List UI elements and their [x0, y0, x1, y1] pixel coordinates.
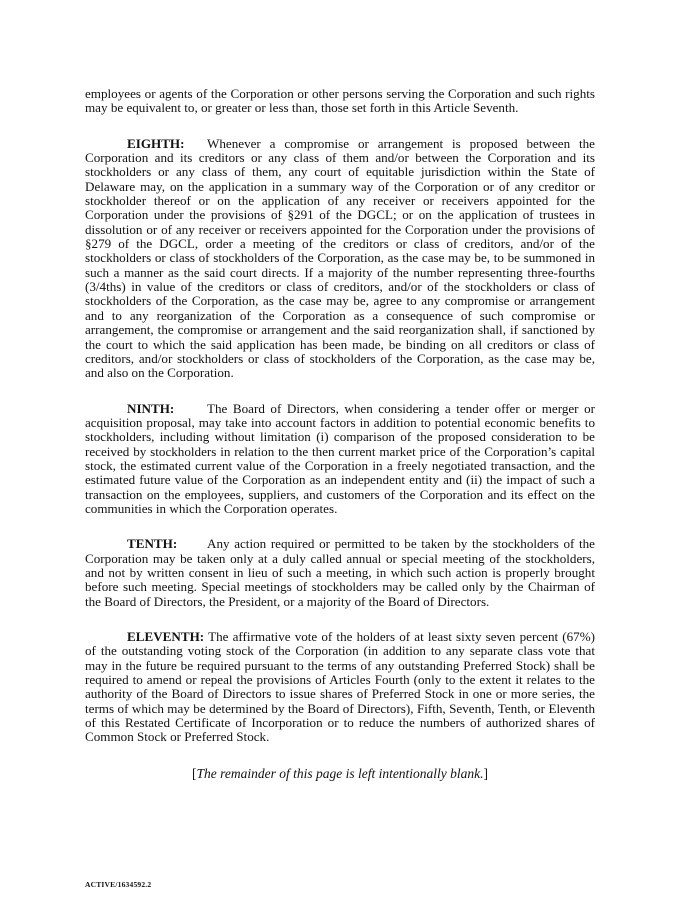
- article-eighth: [85, 137, 595, 381]
- article-ninth: [85, 402, 595, 517]
- paragraph-continuation: employees or agents of the Corporation or other persons serving the Corporation and such rights may be equivalent to, or greater or less than, those set forth in this Article Seventh.: [85, 86, 595, 116]
- article-label: EIGHTH:: [127, 135, 185, 151]
- document-footer-id: ACTIVE/1634592.2: [85, 879, 152, 889]
- article-label: TENTH:: [127, 536, 178, 552]
- article-text: The affirmative vote of the holders of at least sixty seven percent (67%) of the outstanding voting stock of the Corporation (in addition to any separate class vote that may in the future be required pursuant to the terms of any outstanding Preferred Stock) shall be required to amend or repeal the provisions of Articles Fourth (only to the extent it relates to the authority of the Board of Directors to issue shares of Preferred Stock in one or more series, the terms of which may be determined by the Board of Directors), Fifth, Seventh, Tenth, or Eleventh of this Restated Certificate of Incorporation or to reduce the numbers of authorized shares of Common Stock or Preferred Stock.: [85, 629, 595, 745]
- article-text: The Board of Directors, when considering a tender offer or merger or acquisition proposal, may take into account factors in addition to potential economic benefits to stockholders, including without limitation (i) comparison of the proposed consideration to be received by stockholders in relation to the then current market price of the Corporation’s capital stock, the estimated current value of the Corporation in a freely negotiated transaction, and the estimated future value of the Corporation as an independent entity and (ii) the impact of such a transaction on the employees, suppliers, and customers of the Corporation and its effect on the communities in which the Corporation operates.: [85, 400, 595, 516]
- article-tenth: [85, 537, 595, 609]
- article-eleventh: [85, 630, 595, 745]
- blank-notice-text: The remainder of this page is left intentionally blank.: [196, 765, 484, 781]
- article-text: Any action required or permitted to be taken by the stockholders of the Corporation may be taken only at a duly called annual or special meeting of the stockholders, and not by written consent in lieu of such a meeting, in which such action is properly brought before such meeting. Special meetings of stockholders may be called only by the Chairman of the Board of Directors, the President, or a majority of the Board of Directors.: [85, 536, 595, 609]
- article-text: Whenever a compromise or arrangement is proposed between the Corporation and its creditors or any class of them and/or between the Corporation and its stockholders or any class of them, any court of equitable jurisdiction within the State of Delaware may, on the application in a summary way of the Corporation or of any creditor or stockholder thereof or on the application of any receiver or receivers appointed for the Corporation under the provisions of §291 of the DGCL; or on the application of trustees in dissolution or of any receiver or receivers appointed for the Corporation under the provisions of §279 of the DGCL, order a meeting of the creditors or class of creditors, and/or of the stockholders or class of stockholders of the Corporation, as the case may be, to be summoned in such a manner as the said court directs. If a majority of the number representing three-fourths (3/4ths) in value of the creditors or class of creditors, and/or of the stockholders or class of stockholders of the Corporation, as the case may be, agree to any compromise or arrangement and to any reorganization of the Corporation as a consequence of such compromise or arrangement, the compromise or arrangement and the said reorganization shall, if sanctioned by the court to which the said application has been made, be binding on all creditors or class of creditors, and/or stockholders or class of stockholders of the Corporation, as the case may be, and also on the Corporation.: [85, 135, 595, 381]
- article-label: ELEVENTH:: [127, 629, 205, 644]
- blank-page-notice: [The remainder of this page is left intentionally blank.]: [191, 765, 489, 781]
- article-label: NINTH:: [127, 400, 175, 416]
